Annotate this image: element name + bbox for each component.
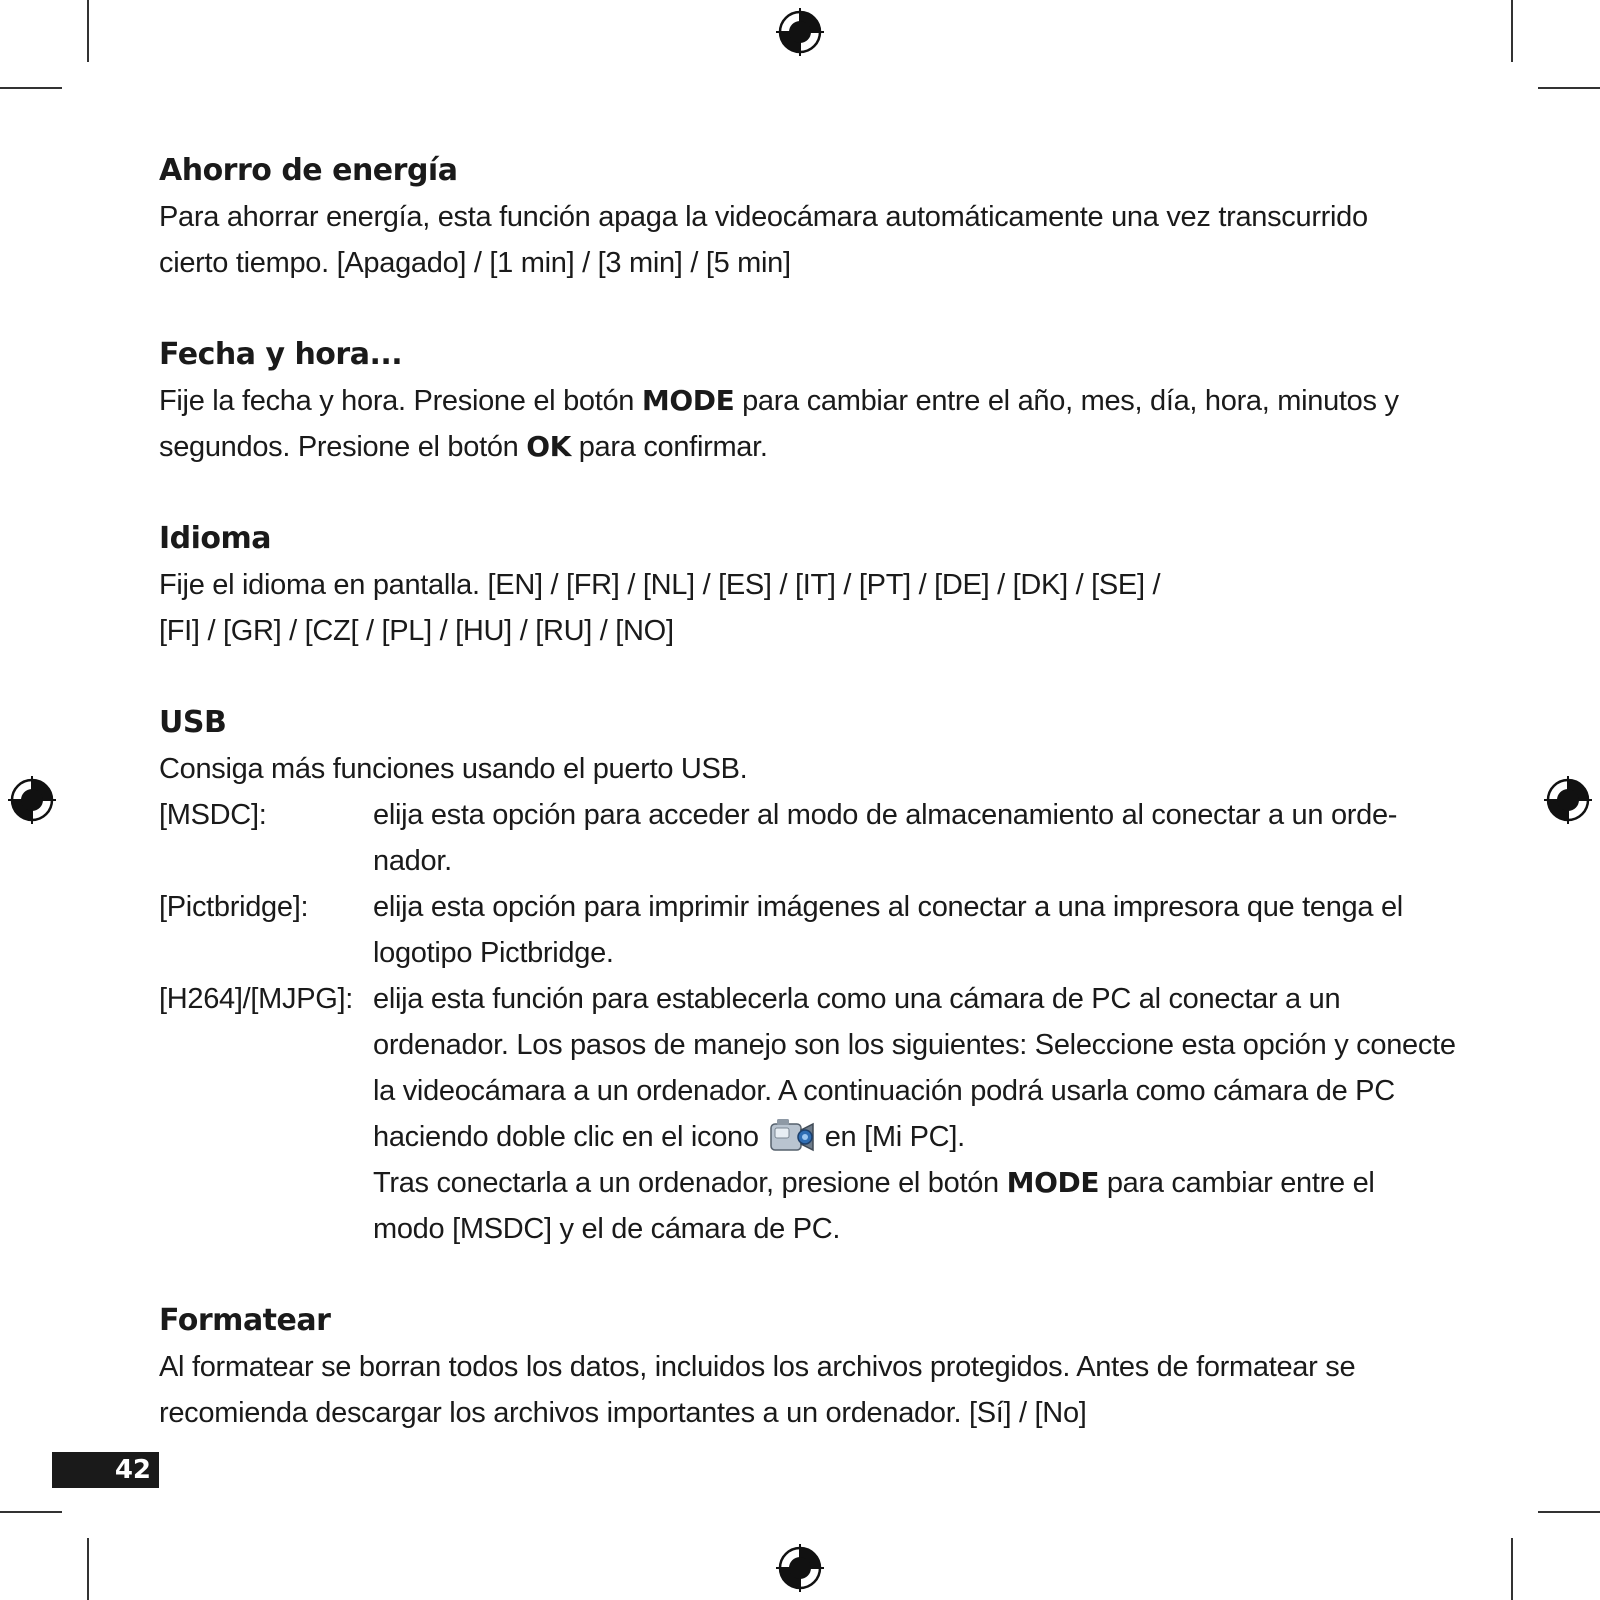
registration-mark-icon <box>776 8 824 56</box>
section-fecha-hora <box>159 332 1459 470</box>
body-line <box>159 378 1459 424</box>
body-line: ordenador. Los pasos de manejo son los siguientes: Seleccione esta opción y conecte <box>373 1029 1456 1061</box>
section-heading: Idioma <box>159 521 272 556</box>
body-line: modo [MSDC] y el de cámara de PC. <box>373 1213 841 1245</box>
body-line: elija esta opción para acceder al modo de almacenamiento al conectar a un orde- <box>373 799 1398 831</box>
option-h264-mjpg <box>159 976 1459 1252</box>
crop-mark-bottom-right-h <box>1538 1511 1600 1513</box>
body-line: recomienda descargar los archivos importantes a un ordenador. [Sí] / [No] <box>159 1397 1087 1429</box>
text: para cambiar entre el <box>1099 1167 1375 1199</box>
body-line: [FI] / [GR] / [CZ[ / [PL] / [HU] / [RU] / [NO] <box>159 615 674 647</box>
section-idioma <box>159 516 1459 654</box>
mode-button-keyword: MODE <box>1006 1166 1100 1199</box>
crop-mark-top-left-h <box>0 87 62 89</box>
section-formatear <box>159 1298 1459 1436</box>
text: haciendo doble clic en el icono <box>373 1121 759 1153</box>
section-heading: Ahorro de energía <box>159 153 458 188</box>
body-line: cierto tiempo. [Apagado] / [1 min] / [3 min] / [5 min] <box>159 247 791 279</box>
option-description <box>373 792 1459 884</box>
manual-page-content <box>159 148 1459 1482</box>
text: en [Mi PC]. <box>824 1121 965 1153</box>
crop-mark-top-right-v <box>1511 0 1513 62</box>
section-heading: Fecha y hora... <box>159 337 403 372</box>
text: para confirmar. <box>570 431 768 463</box>
text: Tras conectarla a un ordenador, presione el botón <box>373 1167 1007 1199</box>
crop-mark-bottom-left-h <box>0 1511 62 1513</box>
option-key: [Pictbridge]: <box>159 891 309 923</box>
body-line: Fije el idioma en pantalla. [EN] / [FR] / [NL] / [ES] / [IT] / [PT] / [DE] / [DK] / [SE] / <box>159 569 1161 601</box>
crop-mark-bottom-right-v <box>1511 1538 1513 1600</box>
body-line: elija esta opción para imprimir imágenes al conectar a una impresora que tenga el <box>373 891 1403 923</box>
section-usb <box>159 700 1459 1252</box>
option-pictbridge <box>159 884 1459 976</box>
section-heading: USB <box>159 705 227 740</box>
body-line: logotipo Pictbridge. <box>373 937 614 969</box>
body-line: nador. <box>373 845 452 877</box>
body-line <box>373 1160 1459 1206</box>
crop-mark-top-right-h <box>1538 87 1600 89</box>
registration-mark-icon <box>8 776 56 824</box>
option-description <box>373 884 1459 976</box>
section-heading: Formatear <box>159 1303 331 1338</box>
registration-mark-icon <box>776 1544 824 1592</box>
option-key: [MSDC]: <box>159 799 267 831</box>
body-line: elija esta función para establecerla como una cámara de PC al conectar a un <box>373 983 1341 1015</box>
body-line: Para ahorrar energía, esta función apaga la videocámara automáticamente una vez transcurrido <box>159 201 1368 233</box>
body-line: Consiga más funciones usando el puerto USB. <box>159 753 748 785</box>
body-line: la videocámara a un ordenador. A continuación podrá usarla como cámara de PC <box>373 1075 1395 1107</box>
page-number: 42 <box>114 1455 151 1485</box>
option-msdc <box>159 792 1459 884</box>
page-number-tab <box>52 1452 159 1488</box>
crop-mark-bottom-left-v <box>87 1538 89 1600</box>
option-description <box>373 976 1459 1252</box>
text: para cambiar entre el año, mes, día, hora, minutos y <box>734 385 1399 417</box>
option-key: [H264]/[MJPG]: <box>159 983 354 1015</box>
registration-mark-icon <box>1544 776 1592 824</box>
camcorder-icon <box>767 1116 817 1156</box>
text: Fije la fecha y hora. Presione el botón <box>159 385 642 417</box>
body-line: Al formatear se borran todos los datos, incluidos los archivos protegidos. Antes de formatear se <box>159 1351 1356 1383</box>
crop-mark-top-left-v <box>87 0 89 62</box>
section-ahorro-energia <box>159 148 1459 286</box>
text: segundos. Presione el botón <box>159 431 527 463</box>
ok-button-keyword: OK <box>526 430 571 463</box>
body-line <box>159 424 1459 470</box>
body-line <box>373 1114 1459 1160</box>
mode-button-keyword: MODE <box>641 384 735 417</box>
